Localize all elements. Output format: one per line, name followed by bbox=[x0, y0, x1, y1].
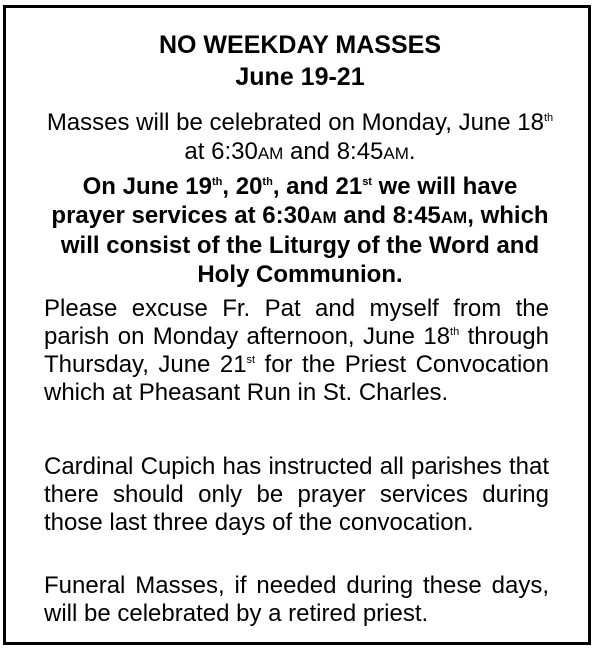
excuse-paragraph: Please excuse Fr. Pat and myself from the parish on Monday afternoon, June 18th through Thursday, June 21st for the Priest Convocation which at Pheasant Run in St. Charles. bbox=[44, 295, 549, 406]
masses-schedule: Masses will be celebrated on Monday, June 18th at 6:30AM and 8:45AM. bbox=[46, 109, 554, 165]
funeral-paragraph: Funeral Masses, if needed during these days, will be celebrated by a retired priest. bbox=[44, 572, 549, 627]
prayer-services-notice: On June 19th, 20th, and 21st we will have prayer services at 6:30AM and 8:45AM, which will consist of the Liturgy of the Word and Holy Communion. bbox=[51, 173, 549, 288]
cardinal-paragraph: Cardinal Cupich has instructed all parishes that there should only be prayer services during those last three days of the convocation. bbox=[44, 453, 549, 536]
notice-title: NO WEEKDAY MASSES bbox=[158, 31, 441, 59]
notice-dates: June 19-21 bbox=[235, 63, 365, 91]
